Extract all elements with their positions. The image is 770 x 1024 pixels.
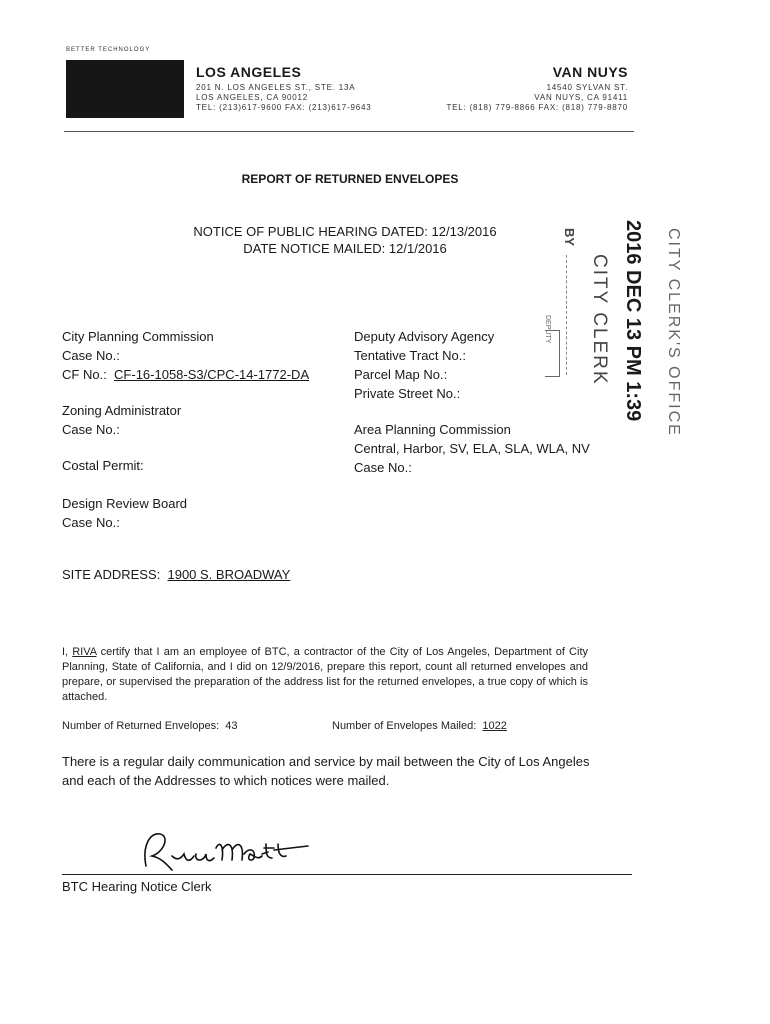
vn-address-line1: 14540 SYLVAN ST. <box>546 83 628 92</box>
design-case-no: Case No.: <box>62 515 120 530</box>
company-logo-redacted <box>66 60 184 118</box>
costal-permit: Costal Permit: <box>62 458 144 473</box>
hearing-date-line <box>180 224 510 239</box>
stamp-office: CITY CLERK'S OFFICE <box>665 228 682 437</box>
area-planning-commission: Area Planning Commission <box>354 422 511 437</box>
zoning-case-no: Case No.: <box>62 422 120 437</box>
vn-phone-fax: TEL: (818) 779-8866 FAX: (818) 779-8870 <box>446 103 628 112</box>
stamp-by: BY <box>562 228 577 247</box>
mailed-date-value: 12/1/2016 <box>388 241 447 256</box>
mailed-date-line <box>180 241 510 256</box>
cert-pre: I, <box>62 646 73 658</box>
la-address-line2: LOS ANGELES, CA 90012 <box>196 93 308 102</box>
returned-count-line <box>62 720 238 732</box>
cf-number-line <box>62 365 309 384</box>
site-address-line <box>62 565 290 584</box>
zoning-block <box>62 401 181 439</box>
mailed-count-value: 1022 <box>482 720 507 732</box>
mailed-count-line <box>332 720 507 732</box>
stamp-deputy: DEPUTY <box>544 315 551 344</box>
parcel-map-no: Parcel Map No.: <box>354 367 448 382</box>
hearing-date-value: 12/13/2016 <box>431 224 497 239</box>
city-planning-commission: City Planning Commission <box>62 329 214 344</box>
site-address-value: 1900 S. BROADWAY <box>167 567 291 582</box>
area-case-no: Case No.: <box>354 460 412 475</box>
area-regions: Central, Harbor, SV, ELA, SLA, WLA, NV <box>354 441 590 456</box>
mailed-date-label: DATE NOTICE MAILED: <box>243 241 386 256</box>
zoning-administrator: Zoning Administrator <box>62 403 182 418</box>
hearing-date-label: NOTICE OF PUBLIC HEARING DATED: <box>193 224 428 239</box>
cert-post: certify that I am an employee of BTC, a contractor of the City of Los Angeles, Department of City Planning, State of California, and I did on 12/9/2016, prepare this report, count all returned envelopes and prepare, or supervised the preparation of the address list for the returned envelopes, a true copy of which is attached. <box>62 646 588 703</box>
cf-value: CF-16-1058-S3/CPC-14-1772-DA <box>114 367 310 382</box>
la-address-line1: 201 N. LOS ANGELES ST., STE. 13A <box>196 83 356 92</box>
vn-address-line2: VAN NUYS, CA 91411 <box>534 93 628 102</box>
letterhead-divider <box>64 131 634 132</box>
design-review-block <box>62 494 187 532</box>
cert-name: RIVA <box>72 646 97 658</box>
vn-office-title: VAN NUYS <box>552 64 628 80</box>
handwritten-signature <box>138 826 328 878</box>
mail-service-statement: There is a regular daily communication and service by mail between the City of Los Angeles and each of the Addresses to which notices were mailed. <box>62 754 590 788</box>
tentative-tract-no: Tentative Tract No.: <box>354 348 466 363</box>
right-case-block <box>354 327 494 403</box>
mailed-count-label: Number of Envelopes Mailed: <box>332 720 477 732</box>
clerk-title: BTC Hearing Notice Clerk <box>62 879 212 894</box>
report-title: REPORT OF RETURNED ENVELOPES <box>241 172 459 186</box>
letterhead-tagline: BETTER TECHNOLOGY <box>66 47 151 53</box>
site-address-label: SITE ADDRESS: <box>62 567 161 582</box>
area-planning-block <box>354 420 590 477</box>
returned-count-label: Number of Returned Envelopes: <box>62 720 220 732</box>
left-case-block <box>62 327 309 384</box>
deputy-advisory-agency: Deputy Advisory Agency <box>354 329 495 344</box>
design-review-board: Design Review Board <box>62 496 188 511</box>
certification-paragraph <box>62 645 588 705</box>
cf-label: CF No.: <box>62 367 107 382</box>
returned-count-value: 43 <box>225 720 238 732</box>
la-office-title: LOS ANGELES <box>196 64 302 80</box>
stamp-date-time: 2016 DEC 13 PM 1:39 <box>622 220 644 422</box>
la-phone-fax: TEL: (213)617-9600 FAX: (213)617-9643 <box>196 103 372 112</box>
private-street-no: Private Street No.: <box>354 386 461 401</box>
stamp-city-clerk: CITY CLERK <box>589 254 610 386</box>
cpc-case-no: Case No.: <box>62 348 120 363</box>
signature-line <box>62 874 632 875</box>
stamp-dashed-line <box>566 255 567 375</box>
